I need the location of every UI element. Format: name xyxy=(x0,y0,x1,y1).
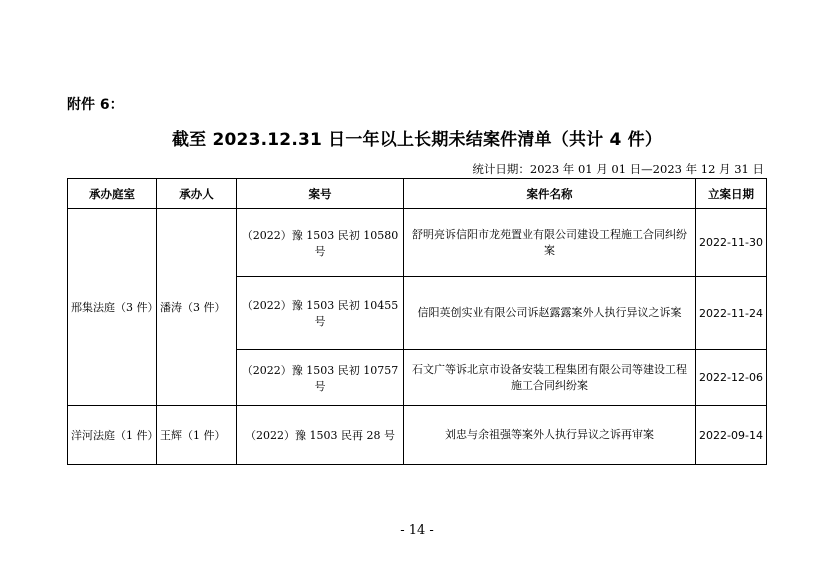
header-filing-date: 立案日期 xyxy=(696,179,767,209)
page-number: - 14 - xyxy=(400,523,434,538)
case-number-cell: （2022）豫 1503 民初 10580 号 xyxy=(237,209,404,277)
filing-date-cell: 2022-09-14 xyxy=(696,406,767,465)
court-cell: 邢集法庭（3 件） xyxy=(68,209,157,406)
case-number-cell: （2022）豫 1503 民初 10757 号 xyxy=(237,350,404,406)
handler-cell: 潘涛（3 件） xyxy=(157,209,237,406)
header-handler: 承办人 xyxy=(157,179,237,209)
case-number-cell: （2022）豫 1503 民再 28 号 xyxy=(237,406,404,465)
case-name-cell: 石文广等诉北京市设备安装工程集团有限公司等建设工程施工合同纠纷案 xyxy=(404,350,696,406)
case-name-cell: 信阳英创实业有限公司诉赵露露案外人执行异议之诉案 xyxy=(404,277,696,350)
case-name-cell: 刘忠与余祖强等案外人执行异议之诉再审案 xyxy=(404,406,696,465)
table-row xyxy=(68,406,767,465)
handler-cell: 王辉（1 件） xyxy=(157,406,237,465)
case-number-cell: （2022）豫 1503 民初 10455 号 xyxy=(237,277,404,350)
statistics-date: 统计日期：2023 年 01 月 01 日—2023 年 12 月 31 日 xyxy=(472,162,764,176)
case-table xyxy=(67,178,767,465)
header-case-name: 案件名称 xyxy=(404,179,696,209)
table-row xyxy=(68,209,767,277)
header-case-number: 案号 xyxy=(237,179,404,209)
case-name-cell: 舒明亮诉信阳市龙苑置业有限公司建设工程施工合同纠纷案 xyxy=(404,209,696,277)
filing-date-cell: 2022-11-30 xyxy=(696,209,767,277)
filing-date-cell: 2022-11-24 xyxy=(696,277,767,350)
table-header-row xyxy=(68,179,767,209)
header-court: 承办庭室 xyxy=(68,179,157,209)
attachment-label: 附件 6： xyxy=(67,97,124,113)
filing-date-cell: 2022-12-06 xyxy=(696,350,767,406)
court-cell: 洋河法庭（1 件） xyxy=(68,406,157,465)
document-title: 截至 2023.12.31 日一年以上长期未结案件清单（共计 4 件） xyxy=(171,130,663,150)
